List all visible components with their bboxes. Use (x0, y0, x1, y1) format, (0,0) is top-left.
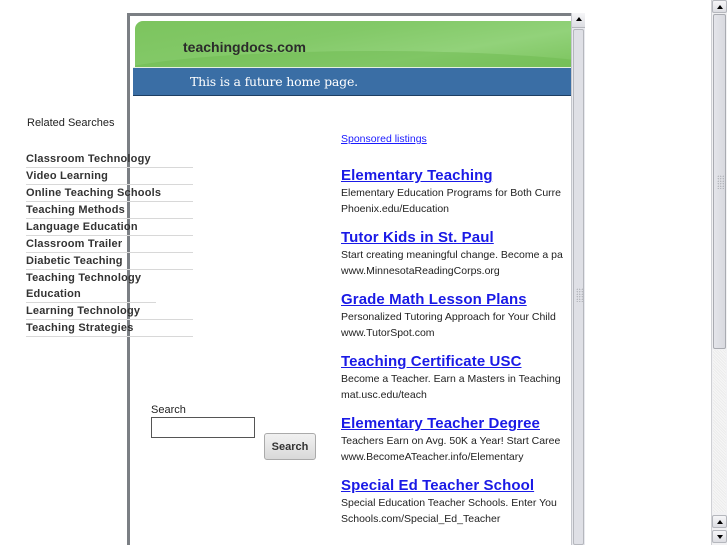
ad-url: Schools.com/Special_Ed_Teacher (341, 513, 501, 525)
ad-description: Teachers Earn on Avg. 50K a Year! Start Caree (341, 435, 561, 447)
arrow-up-icon (717, 5, 723, 9)
ad-listing (341, 166, 571, 217)
related-search-link[interactable]: Classroom Technology (26, 151, 193, 168)
sponsored-listings-link[interactable]: Sponsored listings (341, 133, 427, 145)
frame-scroll-up-button[interactable] (572, 13, 585, 28)
ad-listing (341, 290, 571, 341)
ad-url: Phoenix.edu/Education (341, 203, 449, 215)
related-search-link[interactable]: Diabetic Teaching (26, 253, 193, 270)
ad-description: Elementary Education Programs for Both Curre (341, 187, 562, 199)
ad-url: www.BecomeATeacher.info/Elementary (341, 451, 524, 463)
related-search-link[interactable]: Classroom Trailer (26, 236, 193, 253)
sponsored-ads-list (341, 166, 571, 538)
tagline: This is a future home page. (190, 74, 358, 89)
window-scroll-track[interactable] (713, 350, 726, 512)
search-button[interactable]: Search (264, 433, 316, 460)
ad-listing (341, 352, 571, 403)
search-input[interactable] (151, 417, 255, 438)
window-vertical-scrollbar[interactable] (711, 0, 727, 545)
site-name: teachingdocs.com (183, 39, 306, 55)
related-search-link[interactable]: Teaching Strategies (26, 320, 193, 337)
ad-title-link[interactable]: Teaching Certificate USC (341, 353, 522, 370)
ad-url: www.MinnesotaReadingCorps.org (341, 265, 500, 277)
window-scroll-thumb[interactable] (713, 14, 726, 349)
ad-description: Become a Teacher. Earn a Masters in Teaching (341, 373, 561, 385)
related-search-link[interactable]: Online Teaching Schools (26, 185, 193, 202)
tagline-bar (133, 67, 571, 96)
window-scroll-up-button[interactable] (712, 0, 727, 13)
grip-icon (717, 175, 724, 189)
frame-vertical-scrollbar[interactable] (571, 13, 585, 545)
ad-title-link[interactable]: Special Ed Teacher School (341, 477, 535, 494)
related-search-link[interactable]: Language Education (26, 219, 193, 236)
related-searches-list (26, 151, 193, 337)
related-searches-title: Related Searches (27, 117, 115, 129)
ad-url: www.TutorSpot.com (341, 327, 435, 339)
related-search-link[interactable]: Teaching Methods (26, 202, 193, 219)
ad-listing (341, 414, 571, 465)
frame-scroll-thumb[interactable] (573, 29, 584, 545)
ad-description: Special Education Teacher Schools. Enter You (341, 497, 557, 509)
ad-url: mat.usc.edu/teach (341, 389, 427, 401)
ad-title-link[interactable]: Grade Math Lesson Plans (341, 291, 527, 308)
window-scroll-down-button[interactable] (712, 530, 727, 543)
ad-description: Start creating meaningful change. Become a pa (341, 249, 563, 261)
related-search-link[interactable]: Video Learning (26, 168, 193, 185)
ad-listing (341, 228, 571, 279)
related-search-link[interactable]: Learning Technology (26, 303, 193, 320)
ad-title-link[interactable]: Elementary Teacher Degree (341, 415, 540, 432)
site-header (133, 19, 571, 67)
arrow-up-icon (576, 17, 582, 21)
ad-description: Personalized Tutoring Approach for Your Child (341, 311, 556, 323)
search-label: Search (151, 404, 186, 416)
related-search-link[interactable]: Teaching Technology Education (26, 270, 156, 303)
window-scroll-up-button-bottom[interactable] (712, 515, 727, 528)
ad-title-link[interactable]: Elementary Teaching (341, 167, 493, 184)
grip-icon (576, 288, 583, 302)
arrow-up-icon (717, 520, 723, 524)
ad-listing (341, 476, 571, 527)
ad-title-link[interactable]: Tutor Kids in St. Paul (341, 229, 494, 246)
arrow-down-icon (717, 535, 723, 539)
